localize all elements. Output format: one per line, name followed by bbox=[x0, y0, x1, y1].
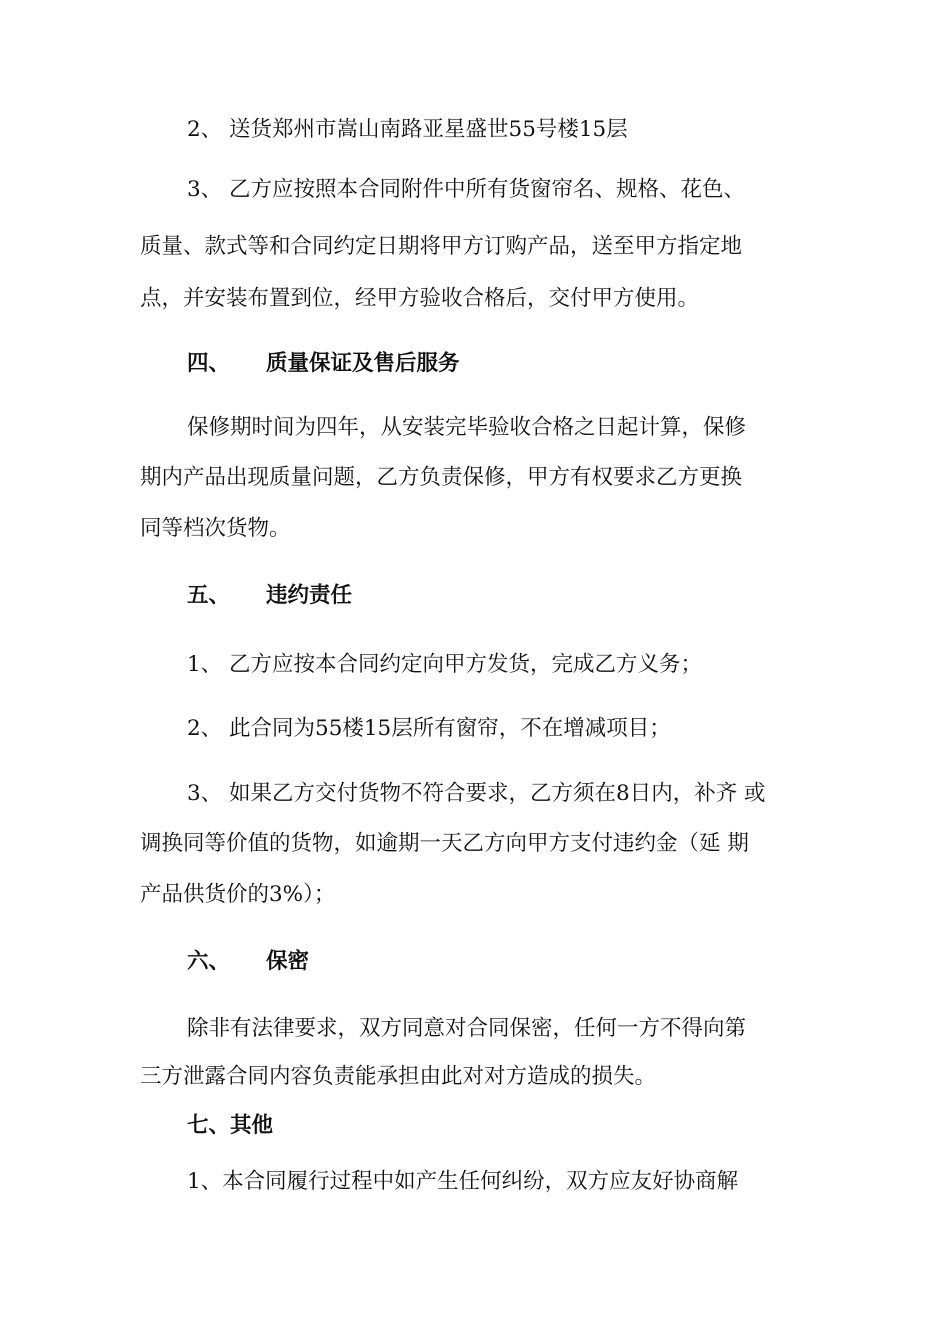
section-heading-quality bbox=[187, 346, 460, 377]
delivery-address-item: 2、 送货郑州市嵩山南路亚星盛世55号楼15层 bbox=[187, 117, 628, 142]
section-heading-other: 七、其他 bbox=[187, 1113, 274, 1138]
other-item-1: 1、本合同履行过程中如产生任何纠纷，双方应友好协商解 bbox=[187, 1169, 739, 1194]
section-title: 质量保证及售后服务 bbox=[266, 351, 460, 376]
section-title: 保密 bbox=[266, 949, 310, 974]
breach-item-3-line3: 产品供货价的3%）； bbox=[140, 882, 336, 907]
delivery-requirements-line2: 质量、款式等和合同约定日期将甲方订购产品，送至甲方指定地 bbox=[140, 234, 743, 259]
confidentiality-paragraph-line2: 三方泄露合同内容负责能承担由此对对方造成的损失。 bbox=[140, 1064, 657, 1089]
breach-item-3-line1: 3、 如果乙方交付货物不符合要求，乙方须在8日内，补齐 或 bbox=[187, 781, 766, 806]
breach-item-2: 2、 此合同为55楼15层所有窗帘，不在增减项目； bbox=[187, 716, 671, 741]
breach-item-1: 1、 乙方应按本合同约定向甲方发货，完成乙方义务； bbox=[187, 652, 703, 677]
warranty-paragraph-line3: 同等档次货物。 bbox=[140, 516, 291, 541]
section-number: 四、 bbox=[187, 351, 231, 376]
section-heading-breach bbox=[187, 578, 352, 609]
warranty-paragraph-line2: 期内产品出现质量问题，乙方负责保修，甲方有权要求乙方更换 bbox=[140, 465, 743, 490]
confidentiality-paragraph-line1: 除非有法律要求，双方同意对合同保密，任何一方不得向第 bbox=[187, 1016, 747, 1041]
delivery-requirements-line3: 点，并安装布置到位，经甲方验收合格后，交付甲方使用。 bbox=[140, 286, 700, 311]
section-number: 五、 bbox=[187, 583, 231, 608]
section-title: 违约责任 bbox=[266, 583, 353, 608]
delivery-requirements-line1: 3、 乙方应按照本合同附件中所有货窗帘名、规格、花色、 bbox=[187, 177, 746, 202]
warranty-paragraph-line1: 保修期时间为四年，从安装完毕验收合格之日起计算，保修 bbox=[187, 415, 747, 440]
section-heading-confidentiality bbox=[187, 944, 309, 975]
section-number: 六、 bbox=[187, 949, 231, 974]
breach-item-3-line2: 调换同等价值的货物，如逾期一天乙方向甲方支付违约金（延 期 bbox=[140, 831, 749, 856]
